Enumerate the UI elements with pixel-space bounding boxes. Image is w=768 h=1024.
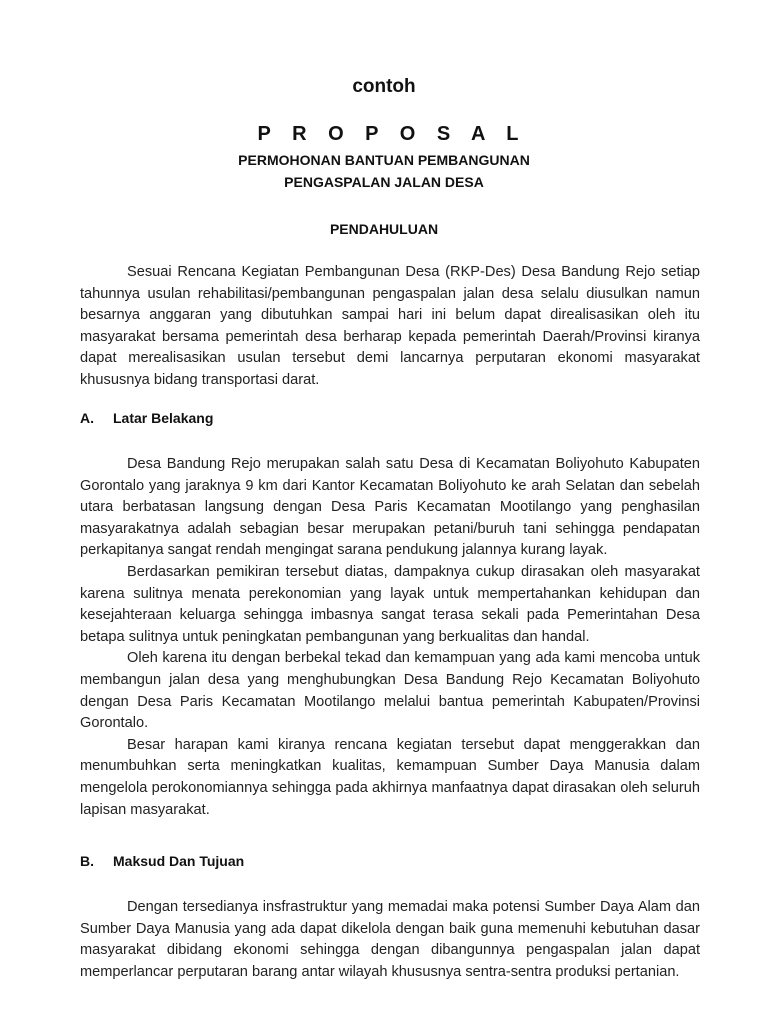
section-title: Latar Belakang	[113, 410, 214, 426]
document-title: P R O P O S A L	[257, 123, 527, 145]
section-label: A.	[80, 410, 94, 426]
section-body-maksud-dan-tujuan	[80, 897, 700, 983]
paragraph: Desa Bandung Rejo merupakan salah satu Desa di Kecamatan Boliyohuto Kabupaten Gorontalo yang jaraknya 9 km dari Kantor Kecamatan Boliyohuto ke arah Selatan dan sebelah utara berbatasan langsung dengan Desa Paris Kecamatan Mootilango yang penghasilan masyarakatnya adalah sebagian besar merupakan petani/buruh tani sehingga pendapatan perkapitanya sangat rendah mengingat sarana pendukung jalannya kurang layak.	[80, 456, 700, 559]
paragraph: Besar harapan kami kiranya rencana kegiatan tersebut dapat menggerakkan dan menumbuhkan serta meningkatkan kualitas, kemampuan Sumber Daya Manusia dalam mengelola perokonomiannya sehingga pada akhirnya manfaatnya dapat dirasakan oleh seluruh lapisan masyarakat.	[80, 736, 700, 818]
intro-heading: PENDAHULUAN	[329, 221, 439, 237]
section-heading-maksud-dan-tujuan	[80, 853, 244, 869]
intro-paragraph-block	[80, 262, 700, 392]
document-label: contoh	[352, 76, 416, 97]
section-body-latar-belakang	[80, 454, 700, 821]
section-label: B.	[80, 853, 94, 869]
paragraph: Dengan tersedianya insfrastruktur yang memadai maka potensi Sumber Daya Alam dan Sumber Daya Manusia yang ada dapat dikelola dengan baik guna memenuhi kebutuhan dasar masyarakat dibidang ekonomi sehingga dengan dibangunnya pengaspalan jalan dapat memperlancar perputaran barang antar wilayah khususnya sentra-sentra produksi pertanian.	[80, 899, 700, 980]
paragraph: Berdasarkan pemikiran tersebut diatas, dampaknya cukup dirasakan oleh masyarakat karena sulitnya menata perekonomian yang layak untuk mempertahankan kehidupan dan kesejahteraan keluarga sehingga imbasnya sangat terasa sekali pada Pemerintahan Desa betapa sulitnya untuk peningkatan pembangunan yang berkualitas dan handal.	[80, 563, 700, 645]
section-heading-latar-belakang	[80, 410, 213, 426]
document-subtitle-line2: PENGASPALAN JALAN DESA	[284, 174, 484, 190]
section-title: Maksud Dan Tujuan	[113, 853, 245, 869]
intro-paragraph: Sesuai Rencana Kegiatan Pembangunan Desa (RKP-Des) Desa Bandung Rejo setiap tahunnya usulan rehabilitasi/pembangunan pengaspalan jalan desa selalu diusulkan namun besarnya anggaran yang dibutuhkan sampai hari ini belum dapat direalisasikan oleh itu masyarakat bersama pemerintah desa berharap kepada pemerintah Daerah/Provinsi kiranya dapat merealisasikan usulan tersebut demi lancarnya perputaran ekonomi masyarakat khususnya bidang transportasi darat.	[80, 264, 700, 388]
paragraph: Oleh karena itu dengan berbekal tekad dan kemampuan yang ada kami mencoba untuk membangun jalan desa yang menghubungkan Desa Bandung Rejo Kecamatan Boliyohuto dengan Desa Paris Kecamatan Mootilango melalui bantua pemerintah Kabupaten/Provinsi Gorontalo.	[80, 650, 700, 732]
document-subtitle-line1: PERMOHONAN BANTUAN PEMBANGUNAN	[238, 152, 530, 168]
